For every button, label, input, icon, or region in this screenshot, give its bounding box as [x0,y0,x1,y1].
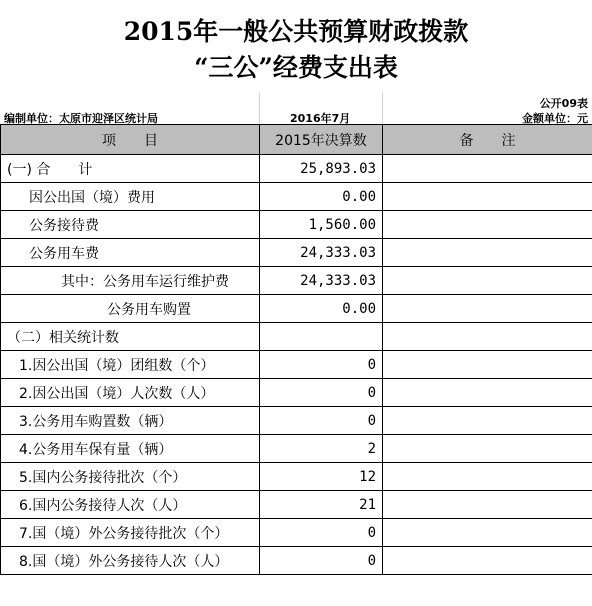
header-value: 2015年决算数 [260,125,383,155]
row-note [383,351,592,379]
row-label: 其中：公务用车运行维护费 [1,267,260,295]
report-date: 2016年7月 [290,112,351,125]
row-note [383,463,592,491]
row-value: 21 [260,491,383,519]
row-value: 0 [260,379,383,407]
amount-unit: 金额单位：元 [522,112,588,125]
row-value: 0.00 [260,183,383,211]
row-label: 公务接待费 [1,211,260,239]
table-row [1,491,592,519]
expenditure-table [0,124,592,575]
row-label: 4.公务用车保有量（辆） [1,435,260,463]
row-note [383,295,592,323]
row-note [383,239,592,267]
row-label: 2.因公出国（境）人次数（人） [1,379,260,407]
table-row [1,267,592,295]
table-row [1,155,592,183]
row-label: （二）相关统计数 [1,323,260,351]
form-code: 公开09表 [539,97,588,110]
row-note [383,267,592,295]
table-row [1,435,592,463]
row-value: 2 [260,435,383,463]
row-value: 0 [260,351,383,379]
table-row [1,323,592,351]
table-row [1,211,592,239]
table-row [1,239,592,267]
row-label: (一) 合 计 [1,155,260,183]
row-label: 1.因公出国（境）团组数（个） [1,351,260,379]
row-label: 8.国（境）外公务接待人次（人） [1,547,260,575]
row-value: 0 [260,519,383,547]
table-title-line-2: “三公”经费支出表 [194,53,398,82]
row-note [383,183,592,211]
row-label: 公务用车费 [1,239,260,267]
row-label: 6.国内公务接待人次（人） [1,491,260,519]
row-note [383,155,592,183]
row-label: 5.国内公务接待批次（个） [1,463,260,491]
row-label: 7.国（境）外公务接待批次（个） [1,519,260,547]
table-header-row [1,125,592,155]
row-label: 3.公务用车购置数（辆） [1,407,260,435]
row-value: 0 [260,547,383,575]
row-value: 0 [260,407,383,435]
table-row [1,183,592,211]
row-label: 公务用车购置 [1,295,260,323]
table-row [1,295,592,323]
row-note [383,323,592,351]
row-value: 24,333.03 [260,267,383,295]
row-note [383,491,592,519]
header-note: 备 注 [383,125,592,155]
table-row [1,351,592,379]
row-note [383,435,592,463]
column-divider-1 [259,92,260,124]
row-note [383,547,592,575]
compiling-unit: 编制单位：太原市迎泽区统计局 [4,112,158,125]
row-note [383,379,592,407]
table-row [1,463,592,491]
row-note [383,407,592,435]
row-value [260,323,383,351]
table-title-line-1: 2015年一般公共预算财政拨款 [123,17,469,46]
row-value: 12 [260,463,383,491]
table-row [1,379,592,407]
row-value: 0.00 [260,295,383,323]
row-value: 25,893.03 [260,155,383,183]
table-row [1,407,592,435]
header-item: 项 目 [1,125,260,155]
column-divider-2 [382,92,383,124]
row-value: 1,560.00 [260,211,383,239]
table-row [1,519,592,547]
row-note [383,211,592,239]
row-value: 24,333.03 [260,239,383,267]
table-row [1,547,592,575]
row-note [383,519,592,547]
row-label: 因公出国（境）费用 [1,183,260,211]
